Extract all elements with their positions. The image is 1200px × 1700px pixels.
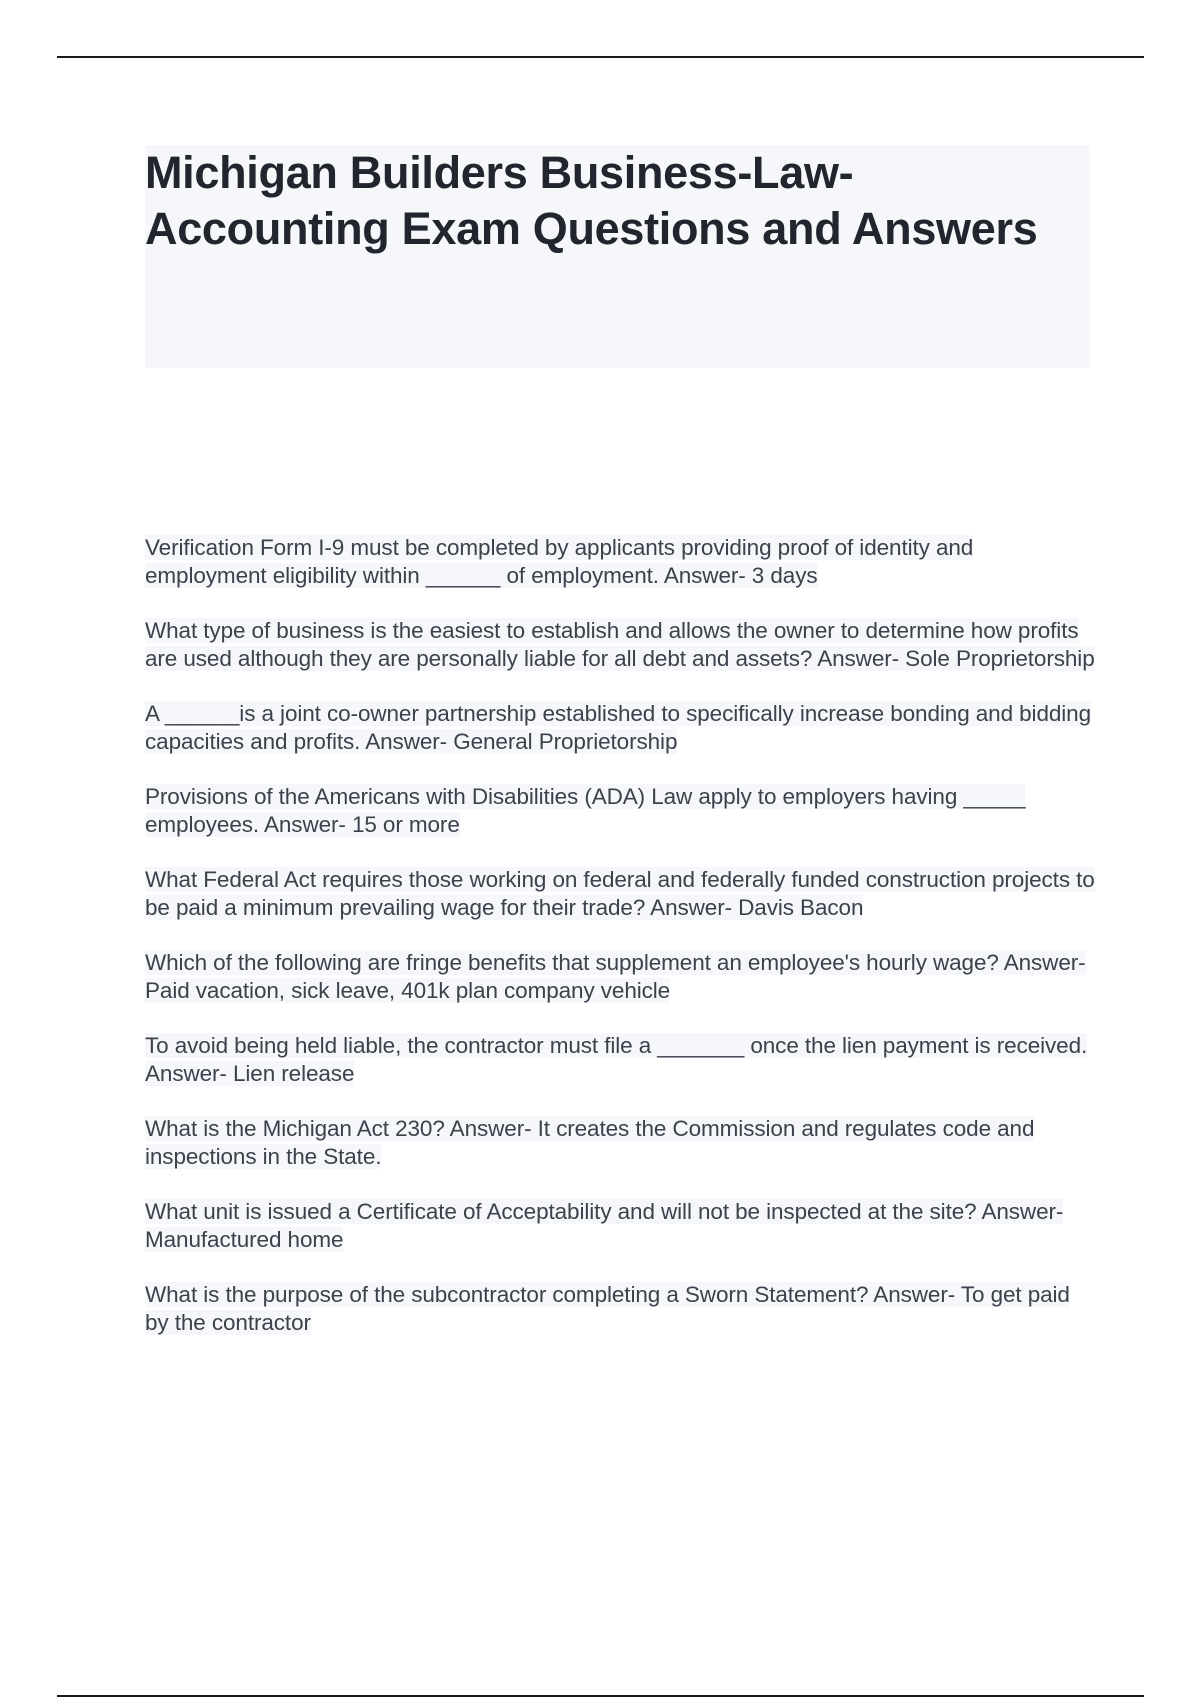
document-title: Michigan Builders Business-Law-Accounting Exam Questions and Answers	[145, 147, 1038, 254]
qa-list	[145, 534, 1095, 1364]
qa-item-6	[145, 949, 1095, 1005]
qa-text: Provisions of the Americans with Disabilities (ADA) Law apply to employers having _____ employees. Answer- 15 or more	[145, 784, 1026, 837]
header-rule	[57, 56, 1144, 58]
qa-text: What unit is issued a Certificate of Acceptability and will not be inspected at the site? Answer- Manufactured home	[145, 1199, 1064, 1252]
qa-item-2	[145, 617, 1095, 673]
qa-text: What Federal Act requires those working on federal and federally funded construction projects to be paid a minimum prevailing wage for their trade? Answer- Davis Bacon	[145, 867, 1095, 920]
qa-text: A ______is a joint co-owner partnership established to specifically increase bonding and bidding capacities and profits. Answer- General Proprietorship	[145, 701, 1092, 754]
qa-item-3	[145, 700, 1095, 756]
qa-text: What is the Michigan Act 230? Answer- It creates the Commission and regulates code and inspections in the State.	[145, 1116, 1035, 1169]
qa-item-7	[145, 1032, 1095, 1088]
qa-text: To avoid being held liable, the contractor must file a _______ once the lien payment is received. Answer- Lien release	[145, 1033, 1088, 1086]
qa-item-4	[145, 783, 1095, 839]
qa-text: Which of the following are fringe benefits that supplement an employee's hourly wage? Answer- Paid vacation, sick leave, 401k plan company vehicle	[145, 950, 1086, 1003]
footer-rule	[57, 1695, 1144, 1697]
qa-text: What is the purpose of the subcontractor completing a Sworn Statement? Answer- To get paid by the contractor	[145, 1282, 1070, 1335]
qa-text: What type of business is the easiest to establish and allows the owner to determine how profits are used although they are personally liable for all debt and assets? Answer- Sole Proprietorship	[145, 618, 1095, 671]
qa-item-8	[145, 1115, 1095, 1171]
qa-item-5	[145, 866, 1095, 922]
qa-text: Verification Form I-9 must be completed by applicants providing proof of identity and employment eligibility within ______ of employment. Answer- 3 days	[145, 535, 974, 588]
qa-item-1	[145, 534, 1095, 590]
qa-item-9	[145, 1198, 1095, 1254]
qa-item-10	[145, 1281, 1095, 1337]
title-block	[145, 145, 1090, 368]
